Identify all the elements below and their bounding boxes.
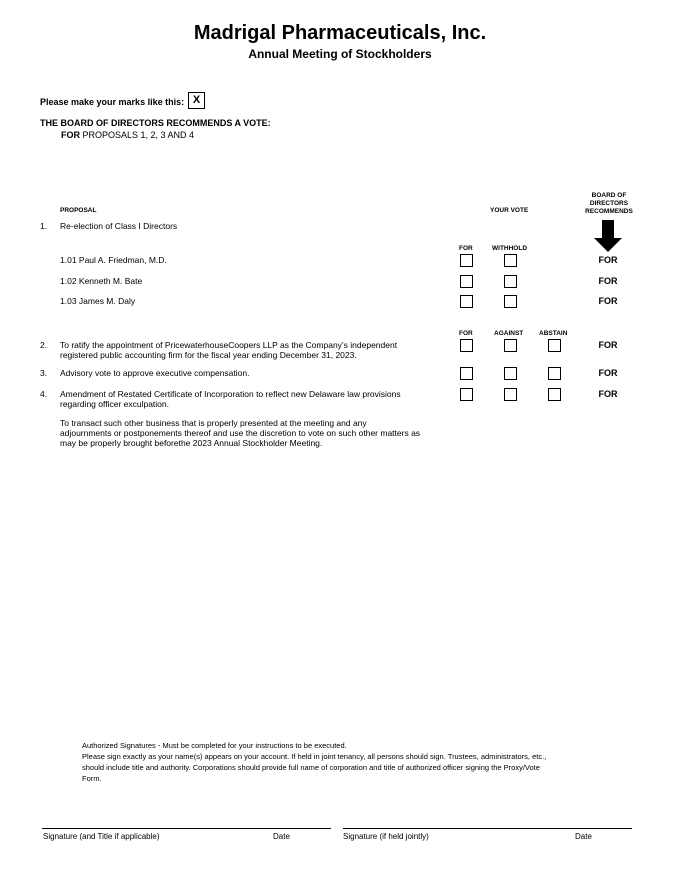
proposal4-number: 4.: [40, 389, 48, 399]
proposal2-text: [60, 340, 440, 360]
nominee-3-recommendation: FOR: [598, 296, 618, 306]
proposal2-line1: To ratify the appointment of PricewaterhouseCoopers LLP as the Company’s independent: [60, 340, 398, 350]
signature-line-1[interactable]: [42, 828, 331, 829]
proposal2-number: 2.: [40, 340, 48, 350]
proposal4-line1: Amendment of Restated Certificate of Incorporation to reflect new Delaware law provisions: [60, 389, 401, 399]
company-title: Madrigal Pharmaceuticals, Inc.: [193, 22, 487, 44]
nominee-1-recommendation: FOR: [598, 255, 618, 265]
proposal4-against-checkbox[interactable]: [504, 388, 517, 401]
signature-instructions: [82, 740, 602, 784]
meeting-subtitle: Annual Meeting of Stockholders: [248, 47, 432, 61]
signature-label-2: Signature (if held jointly): [343, 832, 429, 841]
nominee-3-withhold-checkbox[interactable]: [504, 295, 517, 308]
your-vote-header: YOUR VOTE: [490, 207, 529, 214]
date-label-2: Date: [575, 832, 592, 841]
proposal4-line2: regarding officer exculpation.: [60, 399, 169, 409]
board-recommends-heading: THE BOARD OF DIRECTORS RECOMMENDS A VOTE:: [40, 118, 271, 128]
down-arrow-icon: [594, 220, 622, 252]
board-header-line2: DIRECTORS: [589, 200, 629, 207]
signature-label-1: Signature (and Title if applicable): [43, 832, 160, 841]
nominee-1-for-checkbox[interactable]: [460, 254, 473, 267]
for-bold: FOR: [61, 130, 80, 140]
col-against: AGAINST: [494, 330, 524, 337]
proposal3-for-checkbox[interactable]: [460, 367, 473, 380]
p1-col-withhold: WITHHOLD: [492, 245, 528, 252]
proposal1-number: 1.: [40, 221, 48, 231]
footer-line1: Authorized Signatures - Must be completed for your instructions to be executed.: [82, 741, 347, 750]
board-header-line3: RECOMMENDS: [585, 208, 633, 215]
col-abstain: ABSTAIN: [539, 330, 568, 337]
proposal1-text: Re-election of Class I Directors: [60, 221, 178, 231]
proposal4-recommendation: FOR: [598, 389, 618, 399]
other-business-line3: may be properly brought beforethe 2023 Annual Stockholder Meeting.: [60, 438, 323, 448]
other-business-text: [60, 418, 460, 448]
nominee-2-label: 1.02 Kenneth M. Bate: [60, 276, 143, 286]
board-recommends-header: [580, 192, 638, 216]
proposal-header: PROPOSAL: [60, 207, 97, 214]
col-for: FOR: [459, 330, 473, 337]
nominee-1-label: 1.01 Paul A. Friedman, M.D.: [60, 255, 167, 265]
date-label-1: Date: [273, 832, 290, 841]
nominee-3-label: 1.03 James M. Daly: [60, 296, 136, 306]
proposal2-against-checkbox[interactable]: [504, 339, 517, 352]
other-business-line1: To transact such other business that is properly presented at the meeting and any: [60, 418, 367, 428]
proposal2-line2: registered public accounting firm for the fiscal year ending December 31, 2023.: [60, 350, 357, 360]
nominee-1-withhold-checkbox[interactable]: [504, 254, 517, 267]
proposal4-abstain-checkbox[interactable]: [548, 388, 561, 401]
proposal4-for-checkbox[interactable]: [460, 388, 473, 401]
other-business-line2: adjournments or postponements thereof and use the discretion to vote on such other matters as: [60, 428, 421, 438]
proposal3-abstain-checkbox[interactable]: [548, 367, 561, 380]
proposal3-against-checkbox[interactable]: [504, 367, 517, 380]
mark-example-box: X: [188, 92, 205, 109]
footer-line4: Form.: [82, 774, 102, 783]
footer-line3: should include title and authority. Corporations should provide full name of corporation and title of authorized officer signing the Proxy/Vote: [82, 763, 540, 772]
marks-instruction: Please make your marks like this:: [40, 97, 185, 107]
proposal4-text: [60, 389, 440, 409]
nominee-2-withhold-checkbox[interactable]: [504, 275, 517, 288]
nominee-3-for-checkbox[interactable]: [460, 295, 473, 308]
nominee-2-for-checkbox[interactable]: [460, 275, 473, 288]
signature-line-2[interactable]: [343, 828, 632, 829]
proposal2-abstain-checkbox[interactable]: [548, 339, 561, 352]
board-header-line1: BOARD OF: [591, 192, 627, 199]
proposal3-text: Advisory vote to approve executive compensation.: [60, 368, 250, 378]
proposal2-recommendation: FOR: [598, 340, 618, 350]
footer-line2: Please sign exactly as your name(s) appears on your account. If held in joint tenancy, all persons should sign. Trustees, administrators, etc.,: [82, 752, 547, 761]
for-proposals-text: [61, 130, 194, 140]
proposal2-for-checkbox[interactable]: [460, 339, 473, 352]
p1-col-for: FOR: [459, 245, 473, 252]
proposal3-recommendation: FOR: [598, 368, 618, 378]
proposal3-number: 3.: [40, 368, 48, 378]
nominee-2-recommendation: FOR: [598, 276, 618, 286]
for-proposals-rest: PROPOSALS 1, 2, 3 AND 4: [80, 130, 195, 140]
